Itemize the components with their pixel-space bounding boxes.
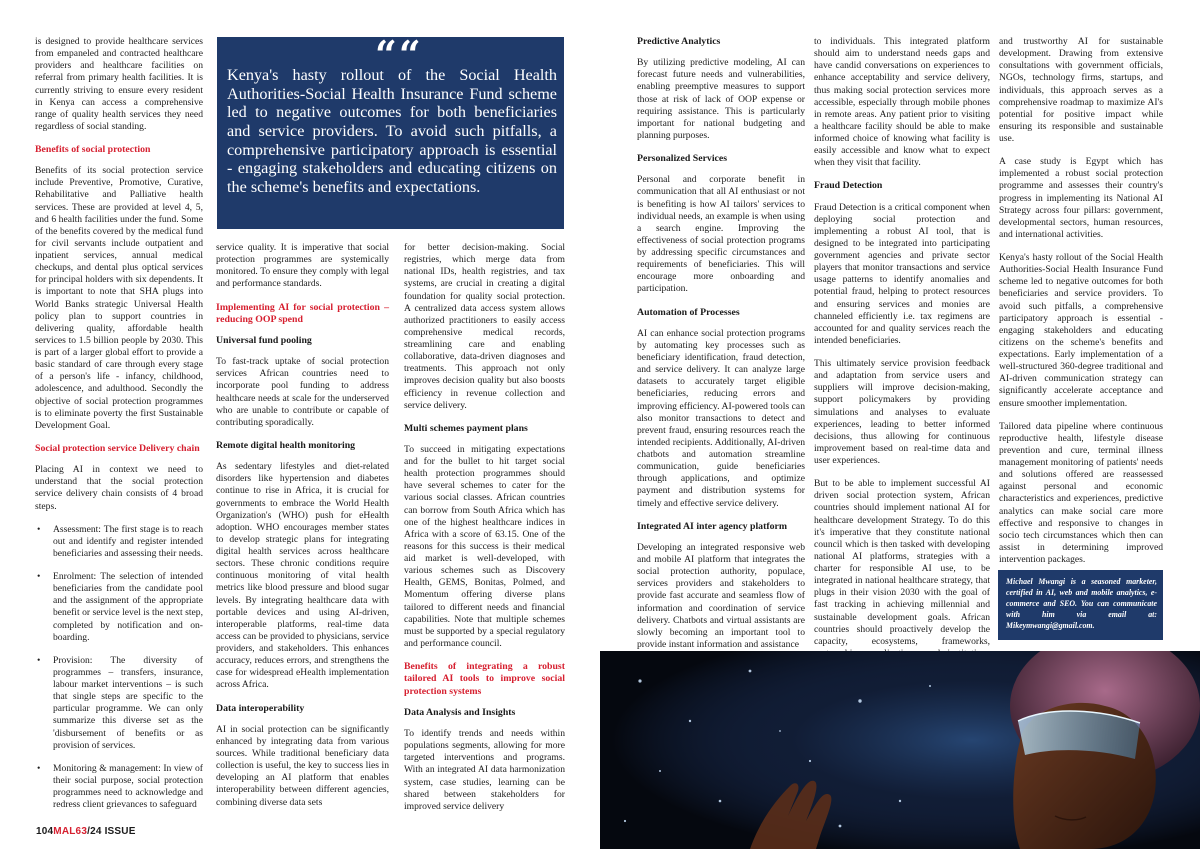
photo-illustration [600,651,1200,849]
paragraph: Developing an integrated responsive web and mobile AI platform that integrates the social protection authority, populace, services providers and stakeholders to provide fast accurate and seamless flow of information and coordination of service delivery. Chatbots and virtual assistants are slowly becoming an important tool to provide instant information and assistance [637,541,805,650]
paragraph: Kenya's hasty rollout of the Social Health Authorities-Social Health Insurance Fund scheme led to negative outcomes for both beneficiaries and service providers. To avoid such pitfalls, a comprehensive participatory approach is essential - engaging stakeholders and educating citizens on the scheme's benefits and expectations. Early implementation of a well-structured 360-degree traditional and AI-driven communication strategy can significantly accelerate acceptance and ensure smoother implementation. [999,252,1163,409]
paragraph: Benefits of its social protection service include Preventive, Promotive, Curative, Rehabilitative and Palliative health services. These are provided at level 4, 5, and 6 health facilities under the fund. Some of the benefits covered by the medical fund for civil servants include outpatient and inpatient services, annual medical checkups, and dental plus optical services for principal holders with six dependents. It is important to note that SHA plugs into World Banks strategic Universal Health policy plan to support countries in delivering quality, affordable health services to 1.5 billion people by 2030. This is part of a larger global effort to provide a basic standard of care through every stage of a person's life - infancy, childhood, adolescence, and adulthood. Secondly the objective of social protection programmes is to eliminate poverty the first Sustainable Development Goal. [35,165,203,431]
article-column-5 [814,36,990,683]
paragraph: AI in social protection can be significantly enhanced by integrating data from various sources. While traditional beneficiary data collection is useful, the key to success lies in developing an AI platform that enables interoperability between different agencies, combining diverse data sets [216,723,389,808]
heading-benefits-of-ai-tools: Benefits of integrating a robust tailored AI tools to improve social protection systems [404,661,565,697]
author-bio-box [998,570,1163,640]
heading-multi-schemes: Multi schemes payment plans [404,422,528,434]
paragraph: But to be able to implement successful AI driven social protection system, African countries should implement national AI for healthcare development Strategy. To do this it's imperative that they constitute national council which is then tasked with developing national AI platforms, strategies with a charter for responsible AI use, to be integrated in national healthcare strategy, that plugs in their vision 2030 with the goal of fast tracking in achieving millennial and sustainable development goals. African countries should proactively develop the capacity, ecosystems, frameworks, [814,478,990,647]
list-item: • Enrolment: The selection of intended beneficiaries from the candidate pool and the assignment of the appropriate benefit or service level is the next step, completed by notification and on-boarding. [35,571,203,644]
paragraph: To fast-track uptake of social protection services African countries need to incorporate pool funding to address healthcare needs at scale for the underserved who are unable to contribute or capable of contributing sporadically. [216,356,389,428]
article-column-1 [35,36,203,822]
paragraph: to individuals. This integrated platform should aim to understand needs gaps and have candid conversations on experiences to enhance acceptability and service delivery, thus making social protection services more accessible, especially through mobile phones in remote areas. Any patient prior to visiting a healthcare facility should be able to make informed choice of knowing what facility is easily accessible and know what to expect when they visit that facility. [814,36,990,169]
pull-quote-text: Kenya's hasty rollout of the Social Health Authorities-Social Health Insurance Fund scheme led to negative outcomes for both beneficiaries and service providers. To avoid such pitfalls, a comprehensive participatory approach is essential - engaging stakeholders and educating citizens on the scheme's benefits and expectations. [227,66,557,196]
heading-personalized-services: Personalized Services [637,153,728,165]
heading-remote-digital-health: Remote digital health monitoring [216,439,356,451]
paragraph: Placing AI in context we need to understand that the social protection service delivery chain consists of 4 broad steps. [35,464,203,512]
delivery-chain-list [35,524,203,812]
paragraph: Personal and corporate benefit in communication that all AI enthusiast or not is benefiting is how AI tailors' services to individual needs, an example is when using a search engine. Improving the effectiveness of social protection programs by addressing specific circumstances and requirements of beneficiaries. This will encourage more onboarding and participation. [637,174,805,295]
heading-universal-fund-pooling: Universal fund pooling [216,334,312,346]
heading-integrated-platform: Integrated AI inter agency platform [637,520,788,532]
issue-label: /24 ISSUE [87,826,136,837]
paragraph: is designed to provide healthcare services from empaneled and contracted healthcare providers and healthcare facilities on referral from primary health facilities. It is currently striving to ensure every resident in Kenya can access a comprehensive range of quality health services they need regardless of social standing. [35,36,203,132]
child-vr-headset-photo [600,651,1200,849]
paragraph: Fraud Detection is a critical component when deploying social protection and implementing a robust AI tool, that is designed to be integrated into participating government agencies and private sector players that monitor transactions and service usage patterns to identify anomalies and potential fraud, helping to protect resources and ensuring services and monies are channeled efficiently i.e. tax regimens are accounted for and quality services reach the intended beneficiaries. [814,201,990,346]
list-item: • Provision: The diversity of programmes – transfers, insurance, labour market interventions – is such that single steps are specific to the particular programme. We can only summarize this diverse set as the 'disbursement of benefits or as provision of services. [35,655,203,752]
heading-fraud-detection: Fraud Detection [814,180,883,192]
article-column-4 [637,36,805,662]
paragraph: This ultimately service provision feedback and adaptation from service users and suppliers will improve decision-making, support policymakers by providing simulations and analyses to evaluate experiences, leading to better informed decisions, thus allowing for continuous improvement based on real-time data and user experiences. [814,358,990,467]
paragraph: service quality. It is imperative that social protection programmes are systemically monitored. To ensure they comply with legal and performance standards. [216,242,389,290]
heading-data-analysis: Data Analysis and Insights [404,706,516,718]
heading-implementing-ai: Implementing AI for social protection – reducing OOP spend [216,301,389,325]
paragraph: To identify trends and needs within populations segments, allowing for more targeted interventions and programs. With an integrated AI data harmonization system, case studies, learning can be shared between stakeholders for improved service delivery [404,728,565,812]
list-item: • Assessment: The first stage is to reach out and identify and register intended beneficiaries and assessing their needs. [35,524,203,560]
heading-automation: Automation of Processes [637,306,740,318]
paragraph: and trustworthy AI for sustainable development. Drawing from extensive consultations with government officials, NGOs, technology firms, startups, and individuals, this approach serves as a comprehensive roadmap to maximize AI's potential for positive impact while ensuring its responsible and sustainable use. [999,36,1163,144]
article-column-2 [216,242,389,820]
paragraph: A case study is Egypt which has implemented a robust social protection programme and assesses their country's progress in implementing its National AI Strategy across four pillars: government, developmental sectors, human resources, and international activities. [999,156,1163,240]
author-bio-text: Michael Mwangi is a seasoned marketer, certified in AI, web and mobile analytics, e-commerce and SEO. You can communicate with him via email at: Mikeymwangi@gmail.com. [1006,577,1157,630]
paragraph: AI can enhance social protection programs by automating key processes such as beneficiary identification, fraud detection, and service delivery. It can analyze large datasets to accurately target eligible beneficiaries, reducing errors and improving efficiency. AI-powered tools can also monitor transactions to detect and prevent fraud, ensuring resources reach the intended recipients. Additionally, AI-driven chatbots and automation streamline communication, guide beneficiaries through applications, and optimize payment and distribution systems for timely and effective service delivery. [637,327,805,509]
quote-mark-icon: ““ [375,32,423,77]
heading-delivery-chain: Social protection service Delivery chain [35,442,200,454]
heading-benefits-of-social-protection: Benefits of social protection [35,144,151,155]
article-column-6 [999,36,1163,577]
paragraph: As sedentary lifestyles and diet-related disorders like hypertension and diabetes continue to rise in Africa, it is crucial for governments to embrace the World Health Organization's (WHO) push for eHealth adoption. WHO encourages member states to develop strategic plans for integrating digital health services across healthcare sectors. These chronic conditions require continuous monitoring of vital health metrics like blood pressure and blood sugar levels. By integrating healthcare data with portable devices and using AI-driven, interoperable platforms, real-time data access can be provided to physicians, service providers, and stakeholders. This enhances accuracy, reduces errors, and strengthens the case for widespread eHealth implementation across Africa. [216,461,389,691]
heading-data-interoperability: Data interoperability [216,702,305,714]
paragraph: Tailored data pipeline where continuous reproductive health, lifestyle disease prevention and cure, terminal illness management monitoring of patients' needs and solutions offered are reassessed against personal and economic characteristics and experiences, predictive analytics can make social care more effective and responsive to changes in socio tech circumstances which then can assist in determining improved intervention packages. [999,420,1163,565]
magazine-name: MAL63 [53,826,88,837]
page-number: 104 [36,826,54,837]
list-item: • Monitoring & management: In view of their social purpose, social protection programmes need to acknowledge and redress client grievances to safeguard [35,763,203,812]
page-footer [36,826,136,837]
heading-predictive-analytics: Predictive Analytics [637,36,721,47]
paragraph: By utilizing predictive modeling, AI can forecast future needs and vulnerabilities, enabling preemptive measures to support those at risk of lack of OOP expense or requiring assistance. This is particularly important for national budgeting and planning purposes. [637,57,805,141]
paragraph: for better decision-making. Social registries, which merge data from national IDs, health registries, and tax systems, are crucial in creating a digital foundation for quality social protection. A centralized data access system allows authorized practitioners to easily access comprehensive medical records, streamlining care and enabling collaborative, data-driven diagnoses and treatments. This approach not only improves decision quality but also boosts efficiency in revenue collection and service delivery. [404,242,565,411]
pull-quote-box [217,32,564,229]
paragraph: To succeed in mitigating expectations and for the bullet to hit target social health protection programmes should have several schemes to cater for the various social classes. African countries can borrow from South Africa which has one of the highest healthcare indices in Africa with a score of 63.15. One of the reasons for this success is their medical aid market is well-developed, with various schemes such as Discovery Health, GEMS, Bonitas, Polmed, and Momentum offering diverse plans tailored to different needs and financial capabilities. Note that multiple schemes must be supported by a special regulatory and performance council. [404,443,565,649]
article-column-3 [404,242,565,824]
